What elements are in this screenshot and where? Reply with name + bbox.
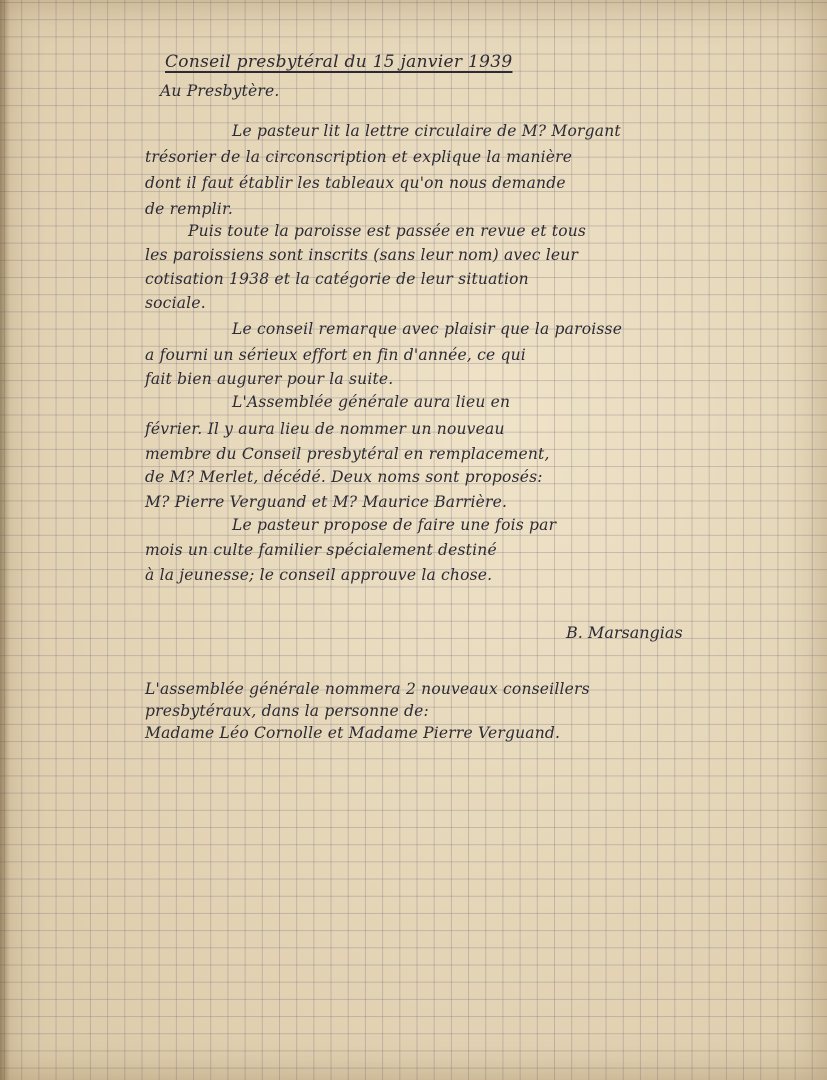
location-line: Au Presbytère. [160, 82, 280, 100]
body-line: Le pasteur propose de faire une fois par [232, 516, 557, 534]
body-line: à la jeunesse; le conseil approuve la chose. [145, 566, 493, 584]
body-line: Puis toute la paroisse est passée en revue et tous [188, 222, 587, 240]
body-line: février. Il y aura lieu de nommer un nouveau [145, 420, 505, 438]
signature: B. Marsangias [566, 623, 683, 642]
body-line: L'Assemblée générale aura lieu en [232, 393, 511, 411]
body-line: membre du Conseil presbytéral en remplacement, [145, 445, 550, 463]
body-line: de remplir. [145, 200, 233, 218]
body-line: trésorier de la circonscription et explique la manière [145, 148, 573, 166]
body-line: dont il faut établir les tableaux qu'on nous demande [145, 174, 566, 192]
body-line: Le conseil remarque avec plaisir que la paroisse [232, 320, 623, 338]
body-line: sociale. [145, 294, 206, 312]
addendum-line: presbytéraux, dans la personne de: [145, 702, 429, 720]
body-line: cotisation 1938 et la catégorie de leur situation [145, 270, 529, 288]
addendum-line: Madame Léo Cornolle et Madame Pierre Verguand. [145, 724, 561, 742]
body-line: de M? Merlet, décédé. Deux noms sont proposés: [145, 468, 543, 486]
body-line: fait bien augurer pour la suite. [145, 370, 394, 388]
body-line: les paroissiens sont inscrits (sans leur nom) avec leur [145, 246, 579, 264]
body-line: a fourni un sérieux effort en fin d'année, ce qui [145, 346, 526, 364]
body-line: M? Pierre Verguand et M? Maurice Barrière. [145, 493, 508, 511]
entry-title: Conseil presbytéral du 15 janvier 1939 [165, 52, 513, 72]
addendum-line: L'assemblée générale nommera 2 nouveaux conseillers [145, 680, 590, 698]
binding-shadow [0, 0, 10, 1080]
body-line: mois un culte familier spécialement destiné [145, 541, 497, 559]
body-line: Le pasteur lit la lettre circulaire de M? Morgant [232, 122, 621, 140]
